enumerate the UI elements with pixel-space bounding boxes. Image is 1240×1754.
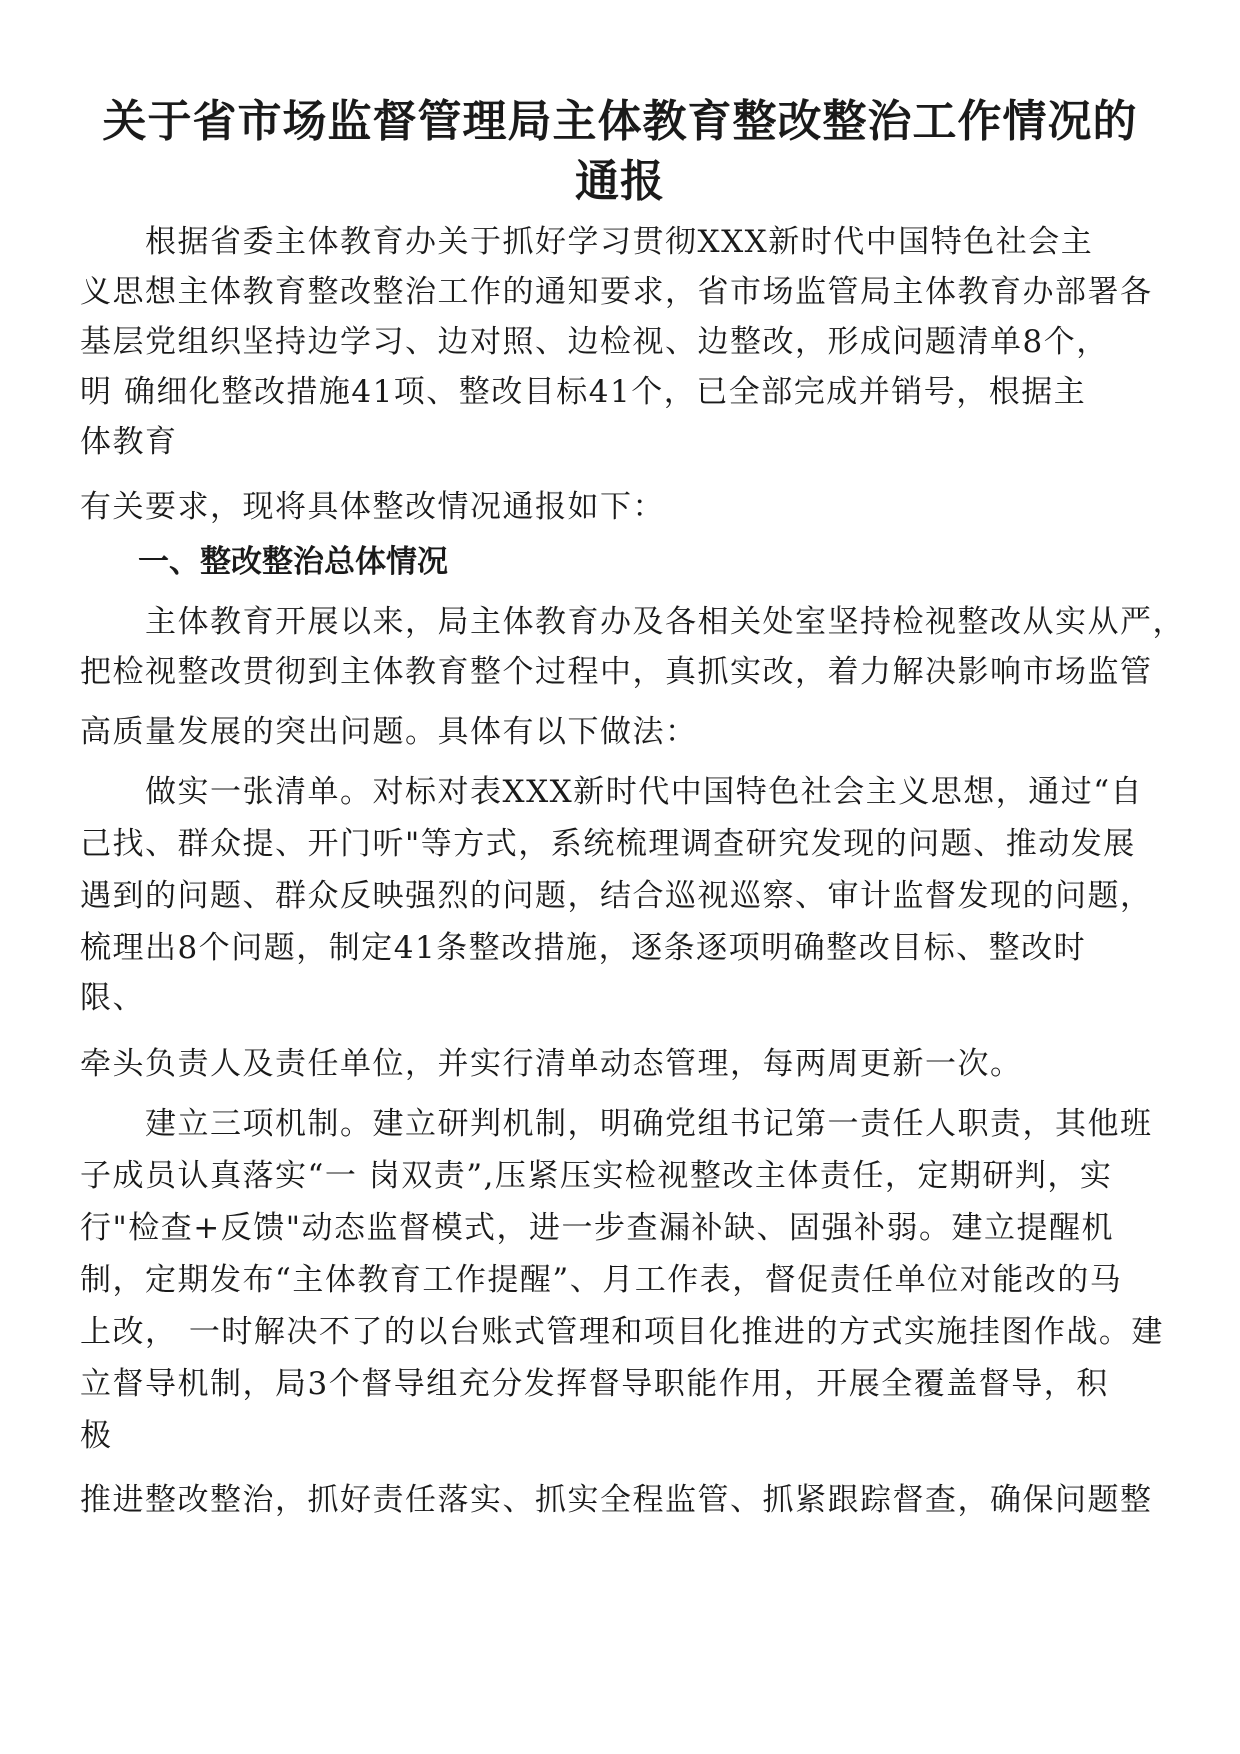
paragraph-line: 上改， 一时解决不了的以台账式管理和项目化推进的方式实施挂图作战。建 xyxy=(80,1314,1164,1350)
paragraph-line: 基层党组织坚持边学习、边对照、边检视、边整改，形成问题清单8个， xyxy=(80,324,1109,360)
paragraph-line: 明 确细化整改措施41项、整改目标41个，已全部完成并销号，根据主 xyxy=(80,374,1087,410)
paragraph-line: 义思想主体教育整改整治工作的通知要求，省市场监管局主体教育办部署各 xyxy=(80,274,1153,310)
paragraph-line: 梳理出8个问题，制定41条整改措施，逐条逐项明确整改目标、整改时 xyxy=(80,930,1087,966)
paragraph-line: 立督导机制，局3个督导组充分发挥督导职能作用，开展全覆盖督导，积 xyxy=(80,1366,1109,1402)
paragraph-line: 限、 xyxy=(80,980,145,1016)
paragraph-line: 高质量发展的突出问题。具体有以下做法： xyxy=(80,714,698,750)
paragraph-line: 遇到的问题、群众反映强烈的问题，结合巡视巡察、审计监督发现的问题， xyxy=(80,878,1153,914)
paragraph-line: 子成员认真落实“一 岗双责”,压紧压实检视整改主体责任，定期研判，实 xyxy=(80,1158,1113,1194)
paragraph-line: 把检视整改贯彻到主体教育整个过程中，真抓实改，着力解决影响市场监管 xyxy=(80,654,1153,690)
paragraph-line: 建立三项机制。建立研判机制，明确党组书记第一责任人职责，其他班 xyxy=(145,1106,1153,1142)
paragraph-line: 体教育 xyxy=(80,424,178,460)
document-title-line-1: 关于省市场监督管理局主体教育整改整治工作情况的 xyxy=(102,96,1138,147)
paragraph-line: 有关要求，现将具体整改情况通报如下： xyxy=(80,489,665,525)
paragraph-line: 主体教育开展以来，局主体教育办及各相关处室坚持检视整改从实从严， xyxy=(145,604,1185,640)
paragraph-line: 推进整改整治，抓好责任落实、抓实全程监管、抓紧跟踪督查，确保问题整 xyxy=(80,1482,1153,1518)
paragraph-line: 己找、群众提、开门听"等方式，系统梳理调查研究发现的问题、推动发展 xyxy=(80,826,1136,862)
paragraph-line: 极 xyxy=(80,1418,113,1454)
section-heading: 一、整改整治总体情况 xyxy=(138,544,448,580)
paragraph-line: 做实一张清单。对标对表XXX新时代中国特色社会主义思想，通过“自 xyxy=(145,774,1144,810)
paragraph-line: 根据省委主体教育办关于抓好学习贯彻XXX新时代中国特色社会主 xyxy=(145,224,1094,260)
paragraph-line: 行"检查+反馈"动态监督模式，进一步查漏补缺、固强补弱。建立提醒机 xyxy=(80,1210,1114,1246)
paragraph-line: 制，定期发布“主体教育工作提醒”、月工作表，督促责任单位对能改的马 xyxy=(80,1262,1123,1298)
document-title-line-2: 通报 xyxy=(575,156,665,207)
paragraph-line: 牵头负责人及责任单位，并实行清单动态管理，每两周更新一次。 xyxy=(80,1046,1023,1082)
